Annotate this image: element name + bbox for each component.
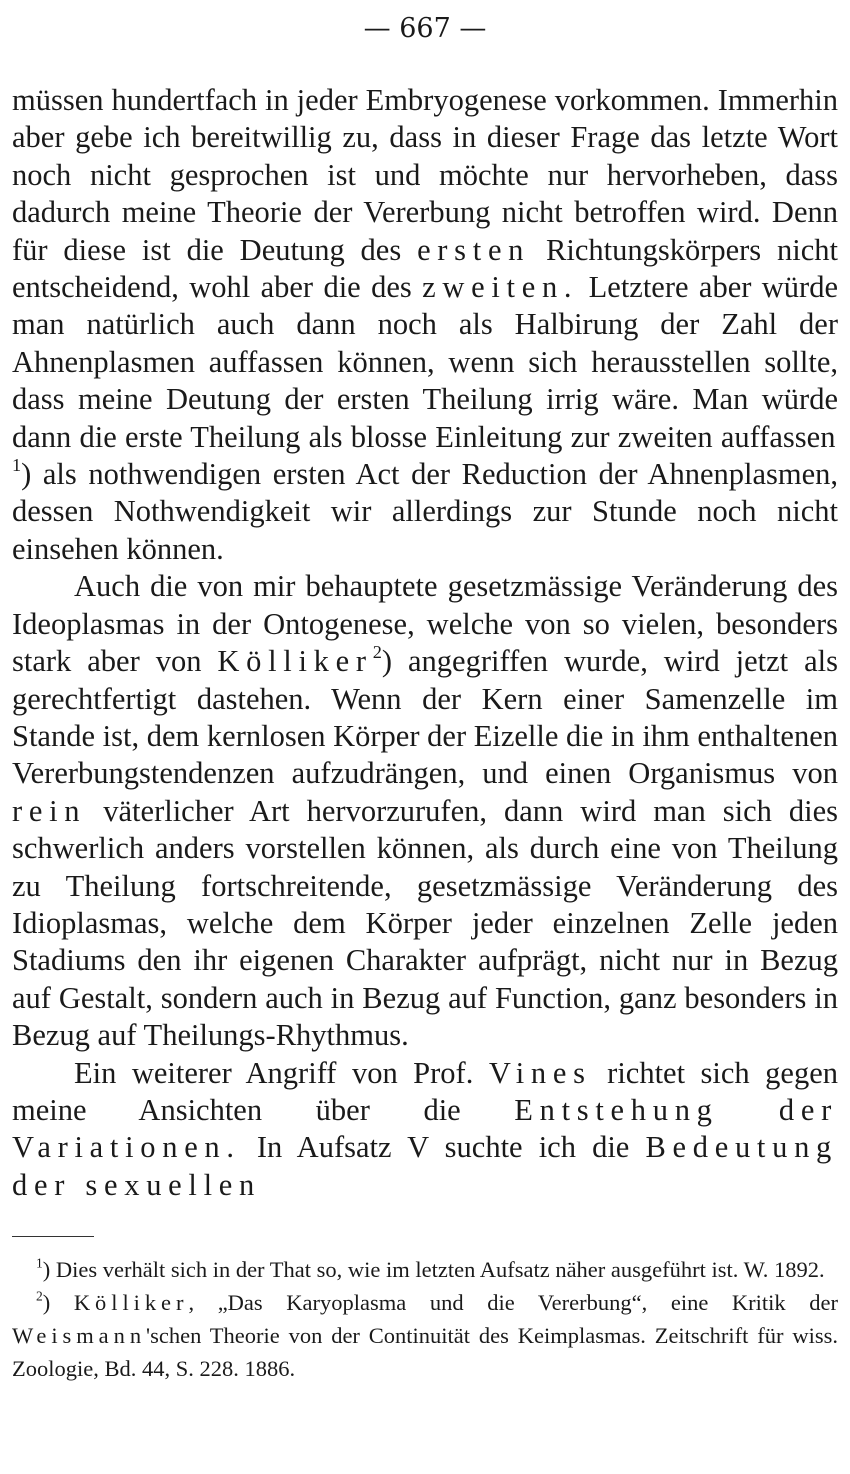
p2-text-1: Auch die von mir behauptete gesetzmässige Veränderung des Ideoplasmas in der Ontogenese, welche von so vielen, besonders stark aber von	[12, 569, 838, 679]
footnote-2-mark: 2	[36, 1288, 43, 1304]
footnote-2-text-2: , „Das Karyoplasma und die Vererbung“, eine Kritik der	[188, 1290, 838, 1316]
footnote-1-mark: 1	[36, 1255, 43, 1271]
p2-spaced-1: Kölliker	[217, 644, 373, 679]
body-text	[12, 82, 838, 1204]
footnote-ref-2[interactable]: 2	[372, 642, 382, 663]
p1-text-3: Letztere aber würde man natürlich auch dann noch als Halbirung der Zahl der Ahnenplasmen auffassen können, wenn sich herausstellen sollte, dass meine Deutung der ersten Theilung irrig wäre. Man würde dann die erste Theilung als blosse Einleitung zur zweiten auffassen	[12, 270, 838, 454]
p1-text-2: Richtungskörpers nicht entscheidend, wohl aber die des	[12, 232, 838, 305]
p1-spaced-1: ersten	[417, 232, 531, 267]
p1-text-4: ) als nothwendigen ersten Act der Reduction der Ahnenplasmen, dessen Nothwendigkeit wir allerdings zur Stunde noch nicht einsehen können.	[12, 457, 838, 566]
footnote-ref-1[interactable]: 1	[12, 455, 22, 476]
footnote-divider	[12, 1236, 94, 1237]
p1-text-1: müssen hundertfach in jeder Embryogenese vorkommen. Immerhin aber gebe ich bereitwillig zu, dass in dieser Frage das letzte Wort noch nicht gesprochen ist und möchte nur hervorheben, dass dadurch meine Theorie der Vererbung nicht betroffen wird. Denn für diese ist die Deutung des	[12, 83, 838, 267]
p3-text-2: richtet sich gegen meine Ansichten über die	[12, 1055, 838, 1127]
p2-text-3: väterlicher Art hervorzurufen, dann wird man sich dies schwerlich anders vorstellen können, als durch eine von Theilung zu Theilung fortschreitende, gesetzmässige Veränderung des Idioplasmas, welche dem Körper jeder einzelnen Zelle jeden Stadiums den ihr eigenen Charakter aufprägt, nicht nur in Bezug auf Gestalt, sondern auch in Bezug auf Function, ganz besonders in Bezug auf Theilungs-Rhythmus.	[12, 793, 838, 1053]
p1-spaced-2: zweiten.	[422, 270, 579, 305]
p2-spaced-2: rein	[12, 793, 87, 828]
p3-text-1: Ein weiterer Angriff von Prof.	[74, 1055, 489, 1090]
p2-text-2: ) angegriffen wurde, wird jetzt als gerechtfertigt dastehen. Wenn der Kern einer Samenzelle im Stande ist, dem kernlosen Körper der Eizelle die in ihm enthaltenen Vererbungstendenzen aufzudrängen, und einen Organismus von	[12, 644, 838, 791]
paragraph-2	[12, 568, 838, 1054]
p3-spaced-3: Bedeutung der sexuellen	[12, 1130, 838, 1202]
footnote-2-text-3: 'schen Theorie von der Continuität des Keimplasmas. Zeitschrift für wiss. Zoologie, Bd. 44, S. 228. 1886.	[12, 1323, 838, 1382]
p3-text-3: In Aufsatz V suchte ich die	[240, 1130, 646, 1165]
footnote-2	[12, 1286, 838, 1385]
page-number: — 667 —	[363, 13, 487, 44]
footnote-2-spaced-1: Kölliker	[73, 1290, 189, 1316]
footnote-2-spaced-2: Weismann	[12, 1323, 147, 1349]
footnote-1	[12, 1253, 838, 1286]
paragraph-3	[12, 1055, 838, 1205]
p3-spaced-1: Vines	[488, 1055, 592, 1090]
footnotes	[12, 1253, 838, 1385]
footnote-2-text-1: )	[42, 1290, 74, 1316]
paragraph-1	[12, 82, 838, 568]
footnote-1-text: ) Dies verhält sich in der That so, wie im letzten Aufsatz näher ausgeführt ist. W. 1892.	[42, 1257, 825, 1283]
p3-spaced-2: Entstehung der Variationen.	[12, 1092, 838, 1165]
